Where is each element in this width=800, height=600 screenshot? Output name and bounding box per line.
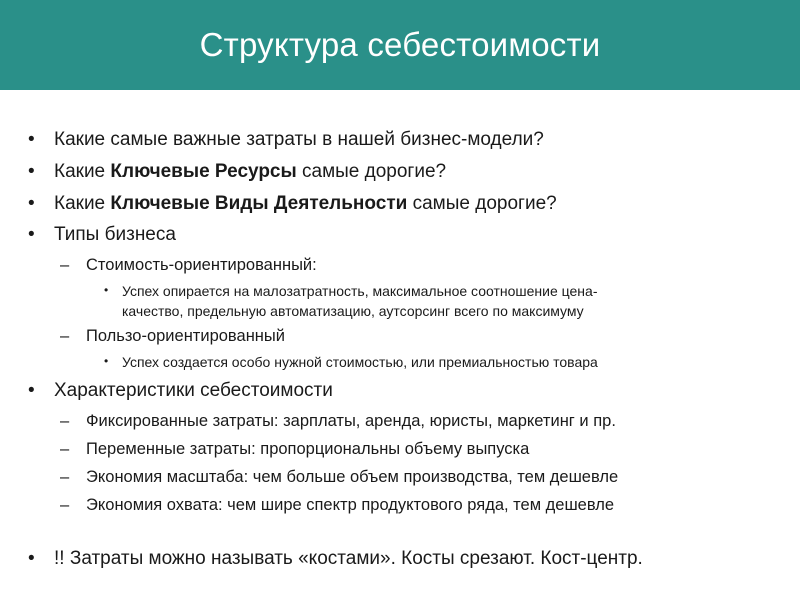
- bullet-icon: •: [28, 380, 35, 401]
- bullet-icon: •: [104, 283, 109, 297]
- bullet-icon: •: [28, 224, 35, 245]
- item-text-pre: Какие: [54, 193, 111, 214]
- bullet-icon: •: [28, 548, 35, 569]
- bullet-icon: •: [28, 129, 35, 150]
- item-text: Успех создается особо нужной стоимостью, или премиальностью товара: [122, 354, 598, 370]
- item-text-post: самые дорогие?: [296, 161, 447, 182]
- item-text: Типы бизнеса: [54, 224, 176, 245]
- item-text: Переменные затраты: пропорциональны объему выпуска: [86, 440, 530, 458]
- item-text: !! Затраты можно называть «костами». Косты срезают. Кост-центр.: [54, 548, 643, 569]
- item-text: Пользо-ориентированный: [86, 327, 285, 345]
- item-text: Экономия масштаба: чем больше объем производства, тем дешевле: [86, 468, 619, 486]
- slide-title: Структура себестоимости: [199, 26, 601, 63]
- bullet-icon: •: [28, 161, 35, 182]
- item-text: Экономия охвата: чем шире спектр продуктового ряда, тем дешевле: [86, 496, 615, 514]
- bullet-icon: •: [28, 193, 35, 214]
- item-text: Какие самые важные затраты в нашей бизнес-модели?: [54, 129, 544, 150]
- item-text: [54, 193, 557, 215]
- item-text-bold: Ключевые Ресурсы: [110, 161, 297, 182]
- dash-icon: –: [60, 256, 70, 274]
- bullet-icon: •: [104, 354, 109, 368]
- item-text: Фиксированные затраты: зарплаты, аренда, юристы, маркетинг и пр.: [86, 412, 616, 430]
- item-text-bold: Ключевые Виды Деятельности: [110, 193, 408, 214]
- item-text: Характеристики себестоимости: [54, 380, 333, 401]
- dash-icon: –: [60, 496, 70, 514]
- item-text-pre: Какие: [54, 161, 111, 182]
- item-text-post: самые дорогие?: [407, 193, 557, 214]
- dash-icon: –: [60, 412, 70, 430]
- item-text: качество, предельную автоматизацию, аутсорсинг всего по максимуму: [122, 303, 584, 319]
- item-text: Стоимость-ориентированный:: [86, 256, 317, 274]
- dash-icon: –: [60, 440, 70, 458]
- item-text: Успех опирается на малозатратность, максимальное соотношение цена-: [122, 283, 598, 299]
- item-text: [54, 161, 446, 183]
- dash-icon: –: [60, 468, 70, 486]
- dash-icon: –: [60, 327, 70, 345]
